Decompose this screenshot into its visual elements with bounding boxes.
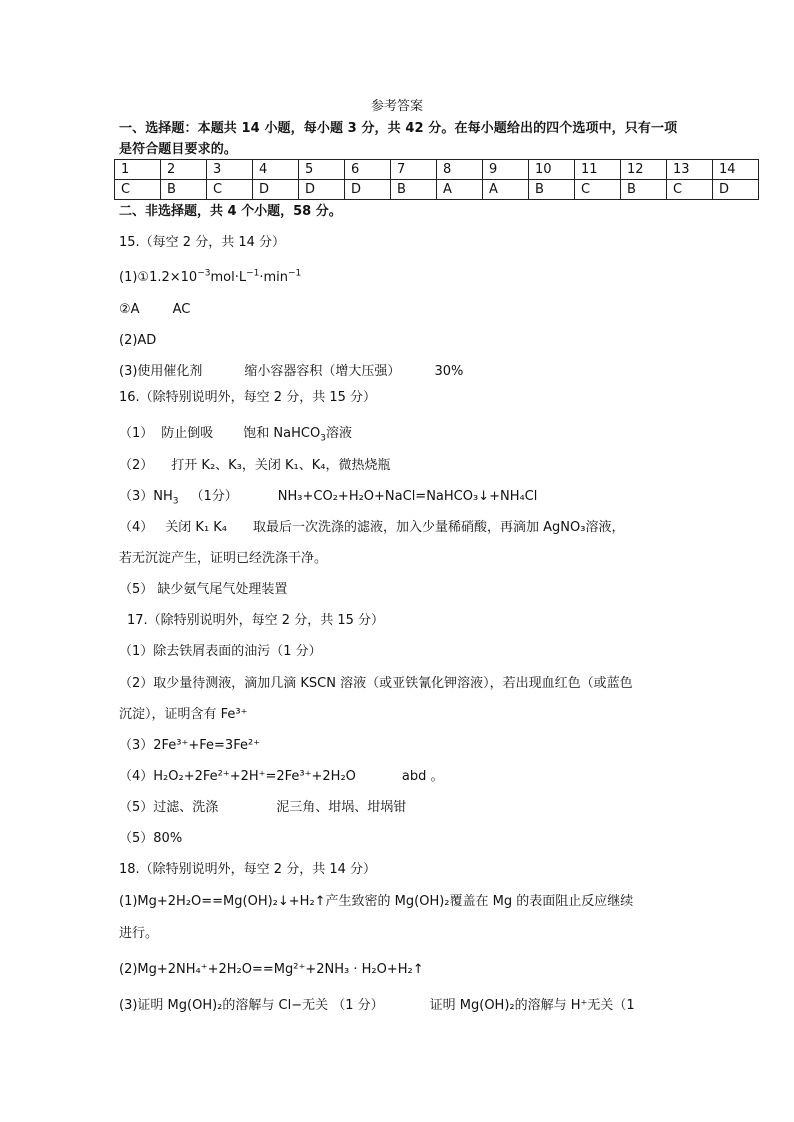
table-cell: A: [483, 180, 529, 200]
q17-answer-5: [119, 799, 406, 817]
table-cell: 7: [391, 160, 437, 180]
table-cell: A: [437, 180, 483, 200]
q17-answer-2-cont: 沉淀），证明含有 Fe³⁺: [119, 707, 248, 722]
q17-answer-3: （3）2Fe³⁺+Fe=3Fe²⁺: [119, 738, 261, 753]
table-cell: D: [713, 180, 759, 200]
q16-a2-num: （2）: [119, 458, 154, 473]
table-cell: 4: [253, 160, 299, 180]
q15-a3-part1: (3)使用催化剂: [119, 364, 203, 379]
q16-a3-sub: 3: [172, 496, 179, 507]
q18-answer-1-cont: 进行。: [119, 926, 159, 941]
q18-header: 18.（除特别说明外，每空 2 分，共 14 分）: [119, 862, 377, 877]
q17-a4-part2: abd 。: [401, 769, 444, 784]
q15-a1-text: mol·L: [210, 270, 247, 285]
q15-a1b-part2: AC: [172, 302, 191, 317]
q16-a4-part1: 关闭 K₁ K₄: [165, 520, 228, 535]
table-cell: C: [575, 180, 621, 200]
answer-table: [114, 159, 759, 200]
q15-answer-1b: [119, 301, 190, 319]
q18-answer-2: (2)Mg+2NH₄⁺+2H₂O==Mg²⁺+2NH₃ · H₂O+H₂↑: [119, 962, 424, 977]
table-cell: B: [391, 180, 437, 200]
table-cell: B: [621, 180, 667, 200]
q15-a1-text: ·min: [259, 270, 289, 285]
q16-a3-equation: NH₃+CO₂+H₂O+NaCl=NaHCO₃↓+NH₄Cl: [277, 489, 538, 504]
q16-a4-num: （4）: [119, 520, 154, 535]
q16-a3-num: （3）NH: [119, 489, 173, 504]
q17-a5-part1: （5）过滤、洗涤: [119, 800, 219, 815]
table-cell: 11: [575, 160, 621, 180]
q16-a3-score: （1分）: [190, 489, 238, 504]
table-cell: 8: [437, 160, 483, 180]
q15-header: 15.（每空 2 分，共 14 分）: [119, 235, 286, 250]
q16-a1-num: （1）: [119, 426, 154, 441]
q17-a5-part2: 泥三角、坩埚、坩埚钳: [276, 800, 407, 815]
table-cell: 5: [299, 160, 345, 180]
q16-a1-part2: 饱和 NaHCO: [243, 426, 321, 441]
q17-answer-4: [119, 768, 444, 786]
q18-answer-1: (1)Mg+2H₂O==Mg(OH)₂↓+H₂↑产生致密的 Mg(OH)₂覆盖在 Mg 的表面阻止反应继续: [119, 894, 634, 909]
table-cell: C: [115, 180, 161, 200]
q16-answer-2: [119, 457, 391, 475]
q18-answer-3: [119, 997, 635, 1015]
table-cell: 14: [713, 160, 759, 180]
q16-header: 16.（除特别说明外，每空 2 分，共 15 分）: [119, 390, 377, 405]
q17-answer-2: （2）取少量待测液，滴加几滴 KSCN 溶液（或亚铁氰化钾溶液），若出现血红色（或蓝色: [119, 676, 633, 691]
answer-table-answer-row: [115, 180, 759, 200]
table-cell: 13: [667, 160, 713, 180]
q16-a2-text: 打开 K₂、K₃，关闭 K₁、K₄，微热烧瓶: [171, 458, 391, 473]
q17-answer-6: （5）80%: [119, 831, 183, 846]
q16-answer-4-cont: 若无沉淀产生，证明已经洗涤干净。: [119, 551, 328, 566]
table-cell: D: [299, 180, 345, 200]
q15-a3-part3: 30%: [434, 364, 464, 379]
table-cell: 1: [115, 160, 161, 180]
q16-a1-sub: 3: [320, 433, 326, 444]
table-cell: B: [529, 180, 575, 200]
table-cell: 6: [345, 160, 391, 180]
q15-a1-exp: −3: [197, 268, 211, 279]
q16-answer-1: [119, 425, 352, 443]
q16-answer-3: [119, 488, 537, 506]
q15-a1-exp: −1: [288, 268, 302, 279]
q17-a4-part1: （4）H₂O₂+2Fe²⁺+2H⁺=2Fe³⁺+2H₂O: [119, 769, 356, 784]
q16-a1-part3: 溶液: [325, 426, 352, 441]
q16-a4-part2: 取最后一次洗涤的滤液，加入少量稀硝酸，再滴加 AgNO₃溶液，: [253, 520, 625, 535]
table-cell: 9: [483, 160, 529, 180]
section1-heading: 一、选择题：本题共 14 小题，每小题 3 分，共 42 分。在每小题给出的四个选项中，只有一项是符合题目要求的。: [119, 121, 678, 157]
table-cell: C: [667, 180, 713, 200]
table-cell: 12: [621, 160, 667, 180]
q16-answer-5: （5） 缺少氨气尾气处理装置: [119, 582, 288, 597]
table-cell: 10: [529, 160, 575, 180]
q18-a3-part1: (3)证明 Mg(OH)₂的溶解与 Cl−无关 （1 分）: [119, 998, 384, 1013]
q15-answer-3: [119, 363, 463, 381]
table-cell: B: [161, 180, 207, 200]
table-cell: 3: [207, 160, 253, 180]
q16-a1-part1: 防止倒吸: [161, 426, 214, 441]
q15-a3-part2: 缩小容器容积（增大压强）: [244, 364, 401, 379]
answer-table-number-row: [115, 160, 759, 180]
table-cell: 2: [161, 160, 207, 180]
q17-header: 17.（除特别说明外，每空 2 分，共 15 分）: [127, 613, 385, 628]
q16-answer-4: [119, 519, 624, 537]
q15-a1-text: (1)①1.2×10: [119, 270, 198, 285]
table-cell: D: [253, 180, 299, 200]
q15-answer-1: [119, 269, 301, 287]
table-cell: C: [207, 180, 253, 200]
q15-answer-2: (2)AD: [119, 333, 157, 348]
table-cell: D: [345, 180, 391, 200]
q15-a1b-part1: ②A: [119, 302, 140, 317]
section2-heading: 二、非选择题，共 4 个小题，58 分。: [119, 204, 342, 219]
q15-a1-exp: −1: [246, 268, 260, 279]
page-title: 参考答案: [370, 99, 423, 114]
q18-a3-part2: 证明 Mg(OH)₂的溶解与 H⁺无关（1: [429, 998, 635, 1013]
q17-answer-1: （1）除去铁屑表面的油污（1 分）: [119, 644, 322, 659]
